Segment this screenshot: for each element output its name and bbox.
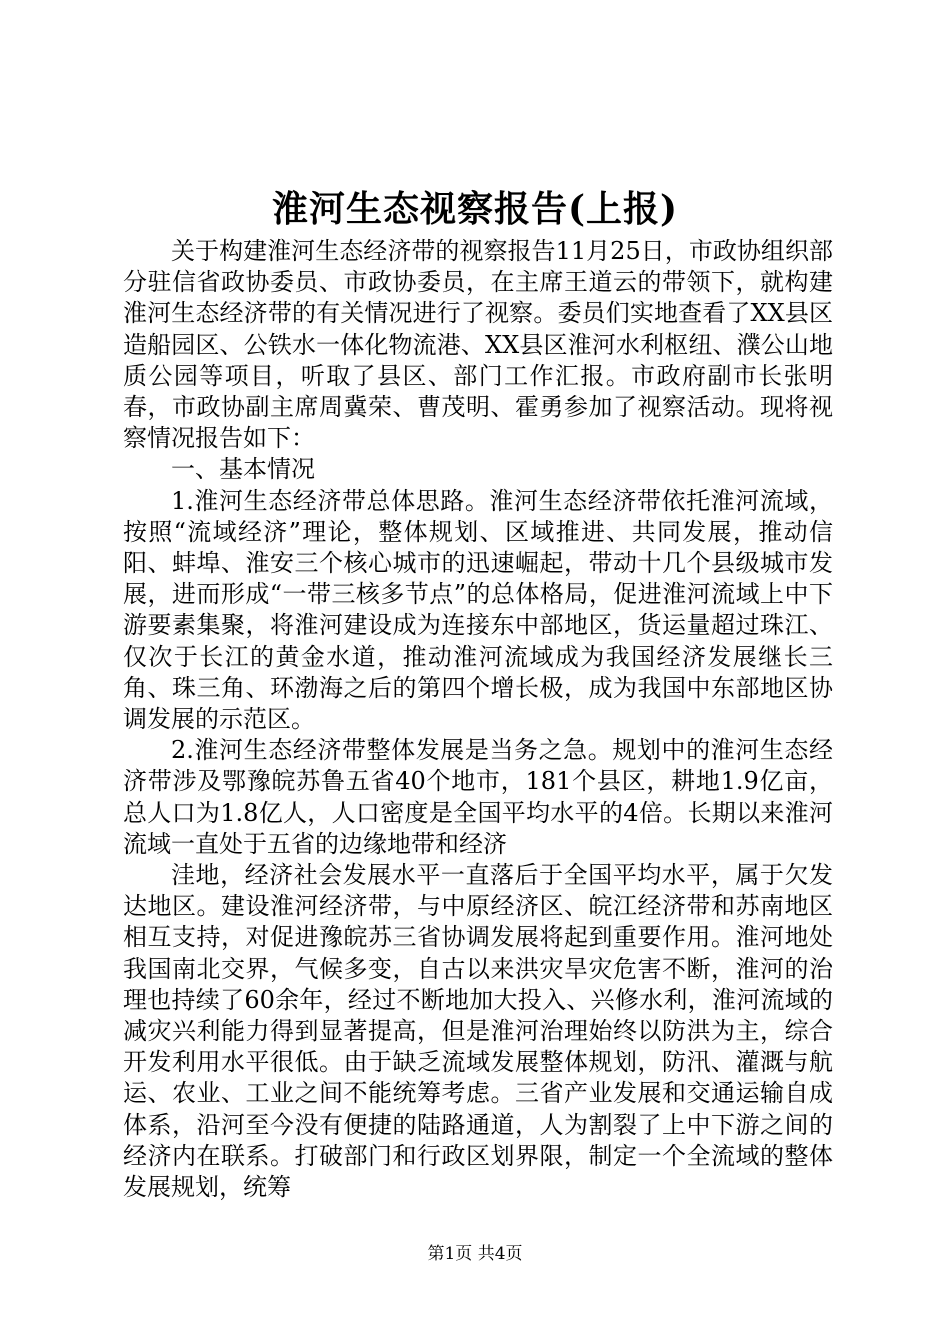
paragraph-point-2: 2.淮河生态经济带整体发展是当务之急。规划中的淮河生态经济带涉及鄂豫皖苏鲁五省40个地市，181个县区，耕地1.9亿亩，总人口为1.8亿人，人口密度是全国平均水平的4倍。长期以来淮河流域一直处于五省的边缘地带和经济 xyxy=(123,736,833,858)
document-body xyxy=(123,236,833,1203)
page-footer: 第1页 共4页 xyxy=(427,1244,523,1264)
paragraph-section-heading: 一、基本情况 xyxy=(171,455,315,484)
paragraph-point-1: 1.淮河生态经济带总体思路。淮河生态经济带依托淮河流域，按照“流域经济”理论，整体规划、区域推进、共同发展，推动信阳、蚌埠、淮安三个核心城市的迅速崛起，带动十几个县级城市发展，进而形成“一带三核多节点”的总体格局，促进淮河流域上中下游要素集聚，将淮河建设成为连接东中部地区，货运量超过珠江、仅次于长江的黄金水道，推动淮河流域成为我国经济发展继长三角、珠三角、环渤海之后的第四个增长极，成为我国中东部地区协调发展的示范区。 xyxy=(123,486,833,734)
paragraph-continuation: 洼地，经济社会发展水平一直落后于全国平均水平，属于欠发达地区。建设淮河经济带，与中原经济区、皖江经济带和苏南地区相互支持，对促进豫皖苏三省协调发展将起到重要作用。淮河地处我国南北交界，气候多变，自古以来洪灾旱灾危害不断，淮河的治理也持续了60余年，经过不断地加大投入、兴修水利，淮河流域的减灾兴利能力得到显著提高，但是淮河治理始终以防洪为主，综合开发利用水平很低。由于缺乏流域发展整体规划，防汛、灌溉与航运、农业、工业之间不能统筹考虑。三省产业发展和交通运输自成体系，沿河至今没有便捷的陆路通道，人为割裂了上中下游之间的经济内在联系。打破部门和行政区划界限，制定一个全流域的整体发展规划，统筹 xyxy=(123,861,833,1202)
paragraph-intro: 关于构建淮河生态经济带的视察报告11月25日，市政协组织部分驻信省政协委员、市政协委员，在主席王道云的带领下，就构建淮河生态经济带的有关情况进行了视察。委员们实地查看了XX县区造船园区、公铁水一体化物流港、XX县区淮河水利枢纽、濮公山地质公园等项目，听取了县区、部门工作汇报。市政府副市长张明春，市政协副主席周冀荣、曹茂明、霍勇参加了视察活动。现将视察情况报告如下： xyxy=(123,237,833,453)
document-title: 淮河生态视察报告(上报) xyxy=(271,188,679,230)
